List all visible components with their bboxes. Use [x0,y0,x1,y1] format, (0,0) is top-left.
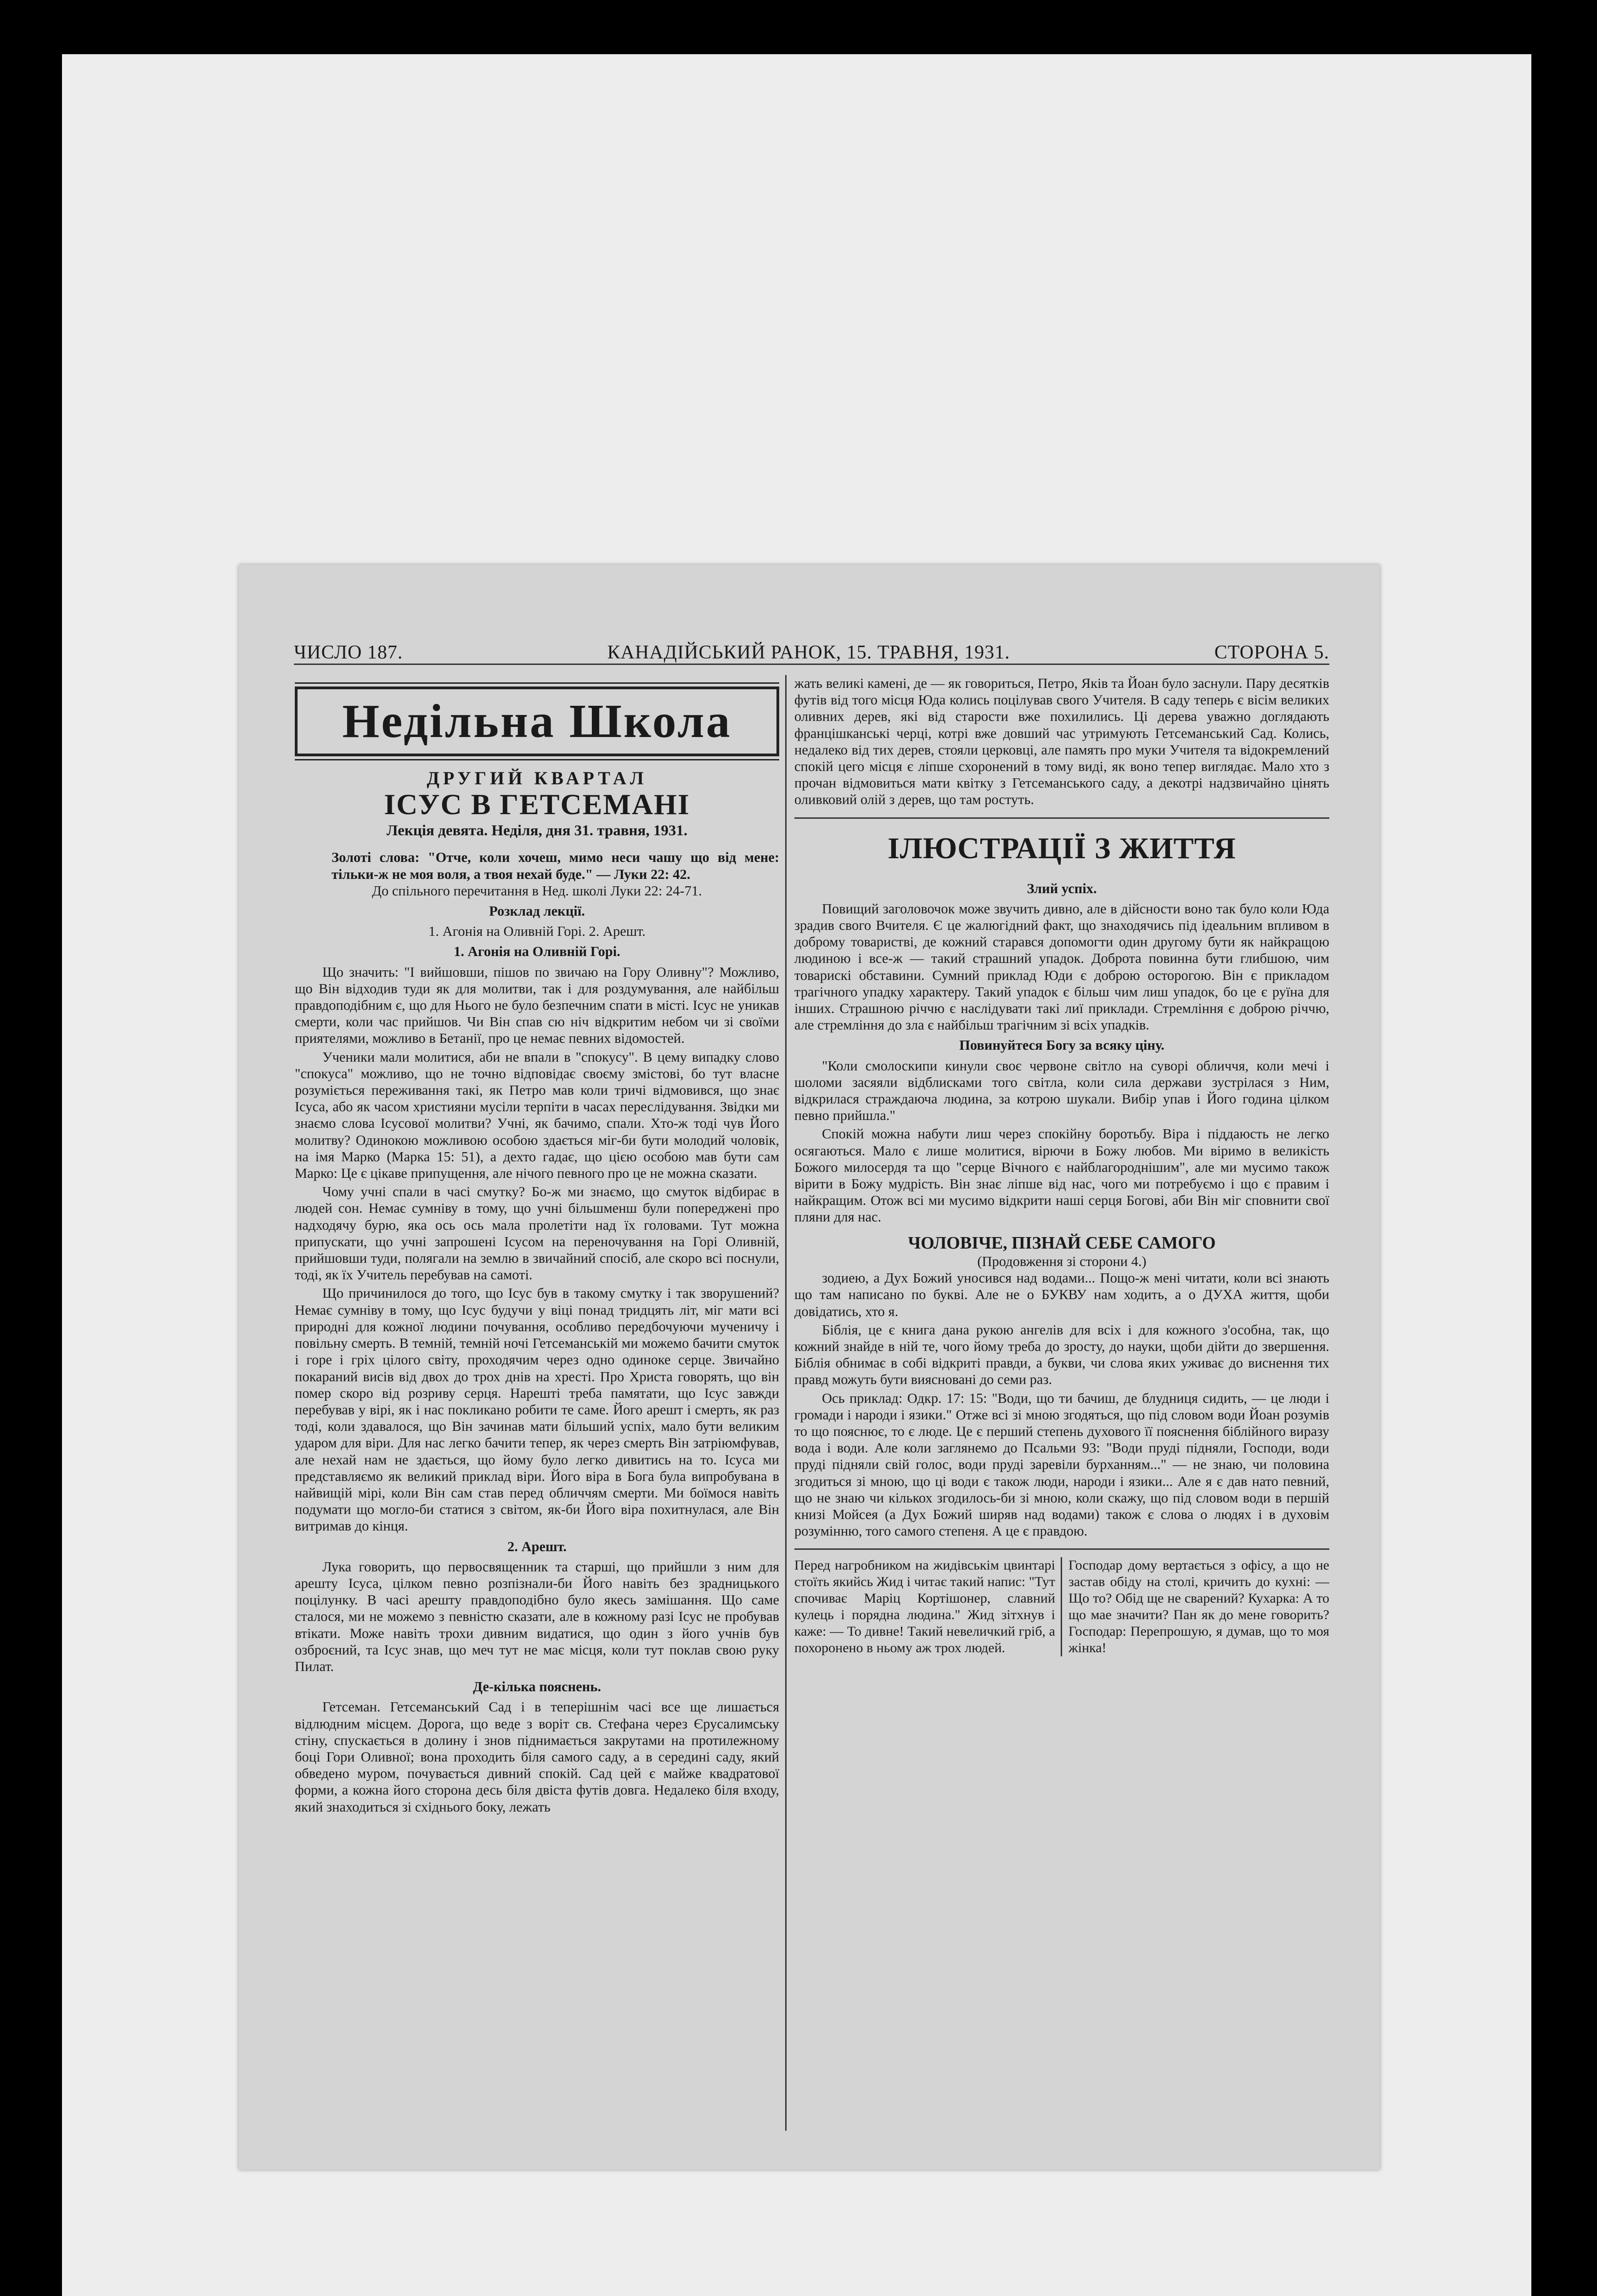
paragraph: жать великі камені, де — як говориться, Петро, Яків та Йоан було заснули. Пару десятків футів від того місця Юда колись поцілував свого Учителя. В саду теперь є вісім великих оливних дерев, які від старости вже похилились. Ці дерева уважно доглядають францішканські черці, котрі вже довший час утримують Гетсеманський Сад. Колись, недалеко від тих дерев, стояли церковці, але память про муки Учителя та відокремлений спокій цего місця є ліпше схоронений в тому виді, як воно тепер виглядає. Мало хто з прочан відмовиться мати квітку з Гетсеманського саду, а декотрі надзвичайно цінять оливковий олій з дерев, що там ростуть. [794,675,1329,808]
lesson-title: ІСУС В ГЕТСЕМАНІ [384,788,690,821]
article-subtitle: (Продовження зі сторони 4.) [977,1253,1147,1269]
paragraph: Гетсеман. Гетсеманський Сад і в теперішнім часі все ще лишається відлюдним місцем. Дорога, що веде з воріт св. Стефана через Єрусалимську стіну, спускається в долину і знов піднимається закрутами на протилежному боці Гори Оливної; вона проходить біля самого саду, а в середині саду, який обведено муром, почувається дивний спокій. Сад цей є майже квадратової форми, а кожна його сторона десь біля двіста футів довга. Недалеко біля входу, який знаходиться зі східнього боку, лежать [295,1699,779,1815]
paragraph: Спокій можна набути лиш через спокійну боротьбу. Віра і піддаюсть не легко осягаються. Мало є лише молитися, вірючи в Божу любов. Ми віримо в великість Божого милосердя та що "серце Вічного є найблагороднішим", але ми мусимо також вірити в Божу мудрість. Він знає ліпше від нас, чого ми потребуємо і що є правим і найкращим. Отож всі ми мусимо відкрити наші серця Богові, аби Він міг сповнити свої пляни для нас. [794,1126,1329,1225]
page-header [294,636,1329,665]
sunday-school-masthead: Недільна Школа [295,687,779,756]
section-3-title: Де-кілька пояснень. [472,1679,602,1695]
lesson-date: Лекція девята. Неділя, дня 31. травня, 1931. [386,822,688,839]
right-column [794,675,1329,2128]
subsection-title: Злий успіх. [1027,880,1097,896]
paragraph: Повищий заголовочок може звучить дивно, але в дійсности воно так було коли Юда зрадив свого Вчителя. Є це жалюгідний факт, що знаходячись під ідеальним впливом в доброму товаристві, де кожний старався допомогти один другому бути як найкращою людиною і все-ж — такий страшний упадок. Доброта повинна бути глибшою, чим товарискі обставини. Сумний приклад Юди є доброю осторогою. Він є прикладом трагічного упадку характеру. Такий упадок є більш чим лиш упадок, бо це є руїна для інших. Страшною річчю є наслідувати такі лиї приклади. Стремління є доброю річчю, але стремління до зла є найбільш трагічним зі всіх упадків. [794,900,1329,1033]
section-1-title: 1. Агонія на Оливній Горі. [454,944,620,960]
illustrations-title: ІЛЮСТРАЦІЇ З ЖИТТЯ [888,831,1236,865]
paragraph: зодиею, а Дух Божий уносився над водами... Пощо-ж мені читати, коли всі знають що там написано по букві. Але не о БУКВУ нам ходить, а о ДУХА життя, щоби довідатись, хто я. [794,1270,1329,1319]
outline: 1. Агонія на Оливній Горі. 2. Арешт. [428,923,646,940]
section-2-title: 2. Арешт. [507,1538,567,1554]
left-column [295,682,779,2128]
jokes-box [794,1548,1329,1656]
paragraph: Ученики мали молитися, аби не впали в "спокусу". В цему випадку слово "спокуса" можливо, що не точно відповідає своєму змістові, бо тут власне розуміється переживання такі, як Петро мав коли тричі відмовився, що знає Ісуса, або як часом християни мусіли терпіти в часах переслідування. Звідки ми знаємо слова Ісусової молитви? Учні, як бачимо, спали. Хто-ж тоді чув Його молитву? Одинокою можливою особою здається міг-би бути молодий чоловік, на імя Марко (Марка 15: 51), а дехто гадає, що цією особою мав бути сам Марко: Це є цікаве припущення, але нічого певного про це не можна сказати. [295,1049,779,1182]
newspaper-page [239,565,1380,2170]
subsection-title: Повинуйтеся Богу за всяку ціну. [959,1037,1164,1053]
paragraph: Біблія, це є книга дана рукою ангелів для всіх і для кожного з'особна, так, що кожний знайде в ній те, чого йому треба до зросту, до науки, щоби дійти до звершення. Біблія обнимає в собі відкриті правди, а букви, чи слова яких уживає до виснення тих правд можуть бути виясновані до семи раз. [794,1322,1329,1388]
quarter-label: ДРУГИЙ КВАРТАЛ [427,768,647,788]
outline-title: Розклад лекції. [489,903,585,919]
paragraph: Що причинилося до того, що Ісус був в такому смутку і так зворушений? Немає сумніву в тому, що Ісус будучи у віці понад тридцять літ, міг мати всі природні для кожної людини почування, особливо передбочуючи мученичу і повільну смерть. В темній, темній ночі Гетсеманській ми можемо бачити смуток і горе і гріх цілого світу, проходячим через одно одиноке серце. Звичайно покараний висів від двох до трох днів на хресті. Про Христа говорять, що він помер скоро від розриву серця. Нарешті треба памятати, що Ісус завжди перебував у вірі, як і нас покликано робити те саме. Його арешт і смерть, як раз тоді, коли здавалося, що Він зачинав мати більший успіх, мало бути великим ударом для віри. Для нас легко бачити тепер, як через смерть Він затріюмфував, але нехай нам не здається, що йому було легко дивитись на то. Ісуса ми представляємо як великий приклад віри. Його віра в Бога була випробувана в найвищій мірі, коли Він сам став перед обличчям смерти. Ми боїмося навіть подумати що могло-би статися з світом, як-би Його віра похитнулася, але Він витримав до кінця. [295,1285,779,1534]
column-divider [785,675,787,2131]
paragraph: Лука говорить, що первосвященник та старші, що прийшли з ним для арешту Ісуса, цілком певно розпізнали-би Його навіть без зрадницького поцілунку. В часі арешту правдоподібно було якесь замішання. Що саме сталося, ми не можемо з певністю сказати, але в кожному разі Ісус не пробував втікати. Може навіть трохи дивним видатися, що один з його учнів був озброєний, та Ісус знав, що меч тут не має місця, коли тут поклав свою руку Пилат. [295,1559,779,1674]
joke-right: Господар дому вертається з офісу, а що не застав обіду на столі, кричить до кухні: — Що то? Обід ще не сварений? Кухарка: А то що мае значити? Пан як до мене говорить? Господар: Перепрошую, я думав, що то моя жінка! [1068,1558,1329,1656]
golden-words: Золоті слова: "Отче, коли хочеш, мимо неси чашу що від мене: тільки-ж не моя воля, а твоя нехай буде." — Луки 22: 42. [332,850,779,882]
joke-left: Перед нагробником на жидівськім цвинтарі стоїть якийсь Жид і читає такий напис: "Тут спочиває Маріц Кортішонер, славний кулець і порядна людина." Жид зітхнув і каже: — То дивне! Такий невеличкий гріб, а похоронено в ньому аж трох людей. [794,1557,1062,1656]
paragraph: Що значить: "І вийшовши, пішов по звичаю на Гору Оливну"? Можливо, що Він відходив туди як для молитви, так і для роздумування, але найбільш правдоподібним є, що для Нього не було безпечним спати в місті. Ісус не уникав смерти, коли час прийшов. Чи Він спав сю ніч відкритим небом чи зі своїми приятелями, можливо в Бетанії, про це немає певних відомостей. [295,964,779,1047]
issue-number: ЧИСЛО 187. [294,642,403,663]
article-title: ЧОЛОВІЧЕ, ПІЗНАЙ СЕБЕ САМОГО [908,1233,1216,1253]
paragraph: Ось приклад: Одкр. 17: 15: "Води, що ти бачиш, де блудниця сидить, — це люди і громади і народи і язики." Отже всі зі мною згодяться, що під словом води Йоан розумів то що пояснює, то є люде. Це є перший степень духового її пояснення біблійного виразу вода і води. Але коли заглянемо до Псальми 93: "Води пруді підняли, Господи, води пруді підняли свій голос, води пруді заревіли бурханням..." — не знаю, чи половина згодиться зі мною, що ці води є також люди, народи і язики... Але я є дав нато певний, що не знаю чи кількох згодилось-би зі мною, коли скажу, що під словом води в першій книзі Мойсея (а Дух Божий ширяв над водами) також є слова о людях і в духовім розумінню, того самого степеня. А це є правдою. [794,1390,1329,1539]
paragraph: Чому учні спали в часі смутку? Бо-ж ми знаємо, що смуток відбирає в людей сон. Немає сумніву в тому, що учні більшменш були попереджені про надходячу бурю, яка ось ось мала пролетіти над їх головами. Тут можна припускати, що учні запрошені Ісусом на переночування на Горі Оливній, прийшовши туди, полягали на землю в звичайний спосіб, але скоро всі поснули, тоді, як їх Учитель перебував на самоті. [295,1184,779,1283]
page-number: СТОРОНА 5. [1214,642,1329,663]
paper-name-date: КАНАДІЙСЬКИЙ РАНОК, 15. ТРАВНЯ, 1931. [607,642,1010,663]
reading-ref: До спільного перечитання в Нед. школі Луки 22: 24-71. [372,883,702,899]
rule [794,817,1329,819]
paragraph: "Коли смолоскипи кинули своє червоне світло на суворі обличчя, коли мечі і шоломи засяяли відблисками того світла, коли сила держави зустрілася з Ним, відкрилася страждаюча людина, за котрою шукали. Вибір упав і Його година цілком певно прийшла." [794,1058,1329,1124]
